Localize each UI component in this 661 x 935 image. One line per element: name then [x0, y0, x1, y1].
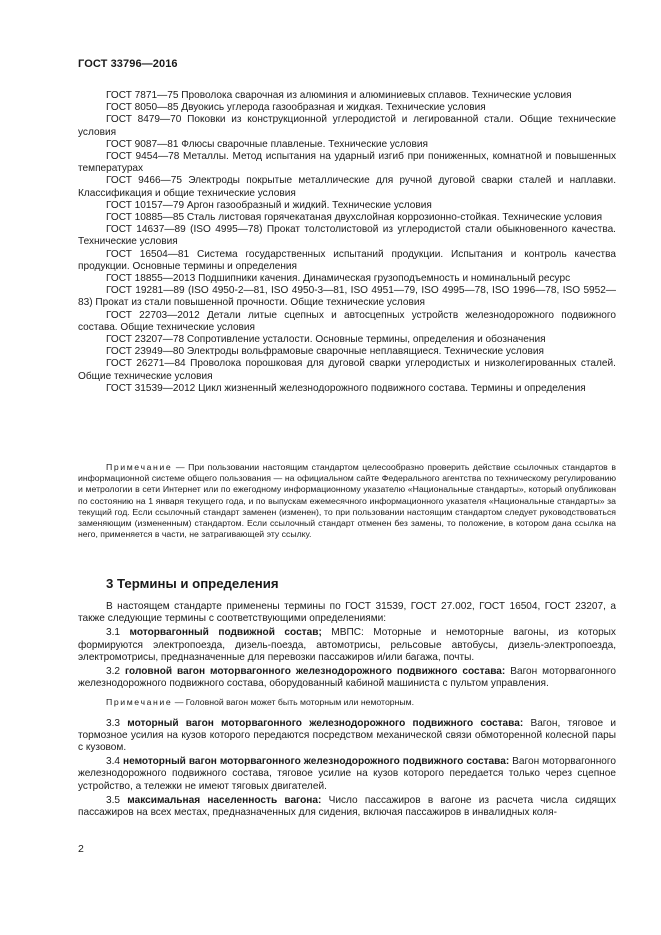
note-text: — Головной вагон может быть моторным или немоторным.: [172, 697, 415, 708]
term-definition: Число пассажиров в вагоне из расчета числа сидящих пассажиров на всех местах, предназначенных для сидения, включая пассажиров в инвалидных коля-: [78, 794, 616, 819]
reference-item: ГОСТ 8479—70 Поковки из конструкционной углеродистой и легированной стали. Общие технические условия: [78, 114, 616, 138]
note-paragraph: [78, 462, 616, 540]
references-note: [78, 462, 616, 540]
reference-item: ГОСТ 18855—2013 Подшипники качения. Динамическая грузоподъемность и номинальный ресурс: [106, 273, 571, 285]
normative-references-list: [78, 90, 616, 395]
reference-item: ГОСТ 16504—81 Система государственных испытаний продукции. Испытания и контроль качества продукции. Основные термины и определения: [78, 248, 616, 272]
reference-item: ГОСТ 26271—84 Проволока порошковая для дуговой сварки углеродистых и низколегированных сталей. Общие технические условия: [78, 358, 616, 382]
reference-item: ГОСТ 14637—89 (ISO 4995—78) Прокат толстолистовой из углеродистой стали обыкновенного качества. Технические условия: [78, 224, 616, 248]
term-number: 3.3: [106, 717, 128, 729]
reference-item: ГОСТ 8050—85 Двуокись углерода газообразная и жидкая. Технические условия: [106, 102, 486, 114]
reference-item: ГОСТ 9466—75 Электроды покрытые металлические для ручной дуговой сварки сталей и наплавки. Классификация и общие технические условия: [78, 175, 616, 199]
term-name: максимальная населенность вагона:: [127, 794, 322, 806]
term-3-2: [78, 666, 616, 690]
term-definition: Вагон моторвагонного железнодорожного подвижного состава, тяговое усилие на кузов которого передается только через сцепное устройство, а тележки не имеют тяговых двигателей.: [78, 756, 616, 792]
term-name: моторный вагон моторвагонного железнодорожного подвижного состава:: [127, 717, 524, 729]
page-number: 2: [78, 843, 84, 855]
reference-item: ГОСТ 22703—2012 Детали литые сцепных и автосцепных устройств железнодорожного подвижного состава. Общие технические условия: [78, 309, 616, 333]
reference-item: ГОСТ 10157—79 Аргон газообразный и жидкий. Технические условия: [106, 199, 432, 211]
term-number: 3.1: [106, 627, 130, 639]
reference-item: ГОСТ 9087—81 Флюсы сварочные плавленые. Технические условия: [106, 138, 428, 150]
term-note: [78, 697, 616, 708]
reference-item: ГОСТ 23207—78 Сопротивление усталости. Основные термины, определения и обозначения: [106, 334, 546, 346]
note-label: Примечание: [106, 462, 173, 472]
reference-item: ГОСТ 9454—78 Металлы. Метод испытания на ударный изгиб при пониженных, комнатной и повышенных температурах: [78, 151, 616, 175]
reference-item: ГОСТ 31539—2012 Цикл жизненный железнодорожного подвижного состава. Термины и определения: [106, 382, 586, 394]
term-name: немоторный вагон моторвагонного железнодорожного подвижного состава:: [123, 756, 510, 768]
term-definition: Вагон моторвагонного железнодорожного подвижного состава, оборудованный кабиной машиниста с пультом управления.: [78, 666, 616, 690]
term-3-5: [78, 795, 616, 819]
term-number: 3.4: [106, 756, 123, 768]
term-name: моторвагонный подвижной состав;: [129, 627, 322, 639]
reference-item: ГОСТ 7871—75 Проволока сварочная из алюминия и алюминиевых сплавов. Технические условия: [106, 90, 572, 101]
term-3-3: [78, 718, 616, 755]
term-number: 3.5: [106, 794, 128, 806]
term-name: головной вагон моторвагонного железнодорожного подвижного состава:: [124, 666, 506, 678]
term-definition: МВПС: Моторные и немоторные вагоны, из которых формируются электропоезда, дизель-поезда, автомотрисы, рельсовые автобусы, дизель-электропоезда, электромотрисы, предназначенные для перевозки пассажиров и/или багажа, почты.: [78, 627, 616, 663]
term-3-4: [78, 756, 616, 793]
note-label: Примечание: [106, 697, 173, 708]
document-header: ГОСТ 33796—2016: [78, 58, 178, 70]
term-number: 3.2: [106, 666, 125, 678]
term-3-1: [78, 627, 616, 664]
terms-intro: В настоящем стандарте применены термины по ГОСТ 31539, ГОСТ 27.002, ГОСТ 16504, ГОСТ 23207, а также следующие термины с соответствующими определениями:: [78, 601, 616, 625]
reference-item: ГОСТ 23949—80 Электроды вольфрамовые сварочные неплавящиеся. Технические условия: [106, 346, 544, 358]
section-title: 3 Термины и определения: [106, 576, 279, 591]
note-text: — При пользовании настоящим стандартом целесообразно проверить действие ссылочных стандартов в информационной системе общего пользования — на официальном сайте Федерального агентства по техническому регулированию и метрологии в сети Интернет или по ежегодному информационному указателю «Национальные стандарты», который опубликован по состоянию на 1 января текущего года, и по выпускам ежемесячного информационного указателя «Национальные стандарты» за текущий год. Если ссылочный стандарт заменен (изменен), то при пользовании настоящим стандартом следует руководствоваться заменяющим (измененным) стандартом. Если ссылочный стандарт отменен без замены, то положение, в котором дана ссылка на него, применяется в части, не затрагивающей эту ссылку.: [78, 462, 616, 540]
reference-item: ГОСТ 19281—89 (ISO 4950-2—81, ISO 4950-3—81, ISO 4951—79, ISO 4995—78, ISO 1996—78, ISO 5952—83) Прокат из стали повышенной прочности. Общие технические условия: [78, 285, 616, 309]
reference-item: ГОСТ 10885—85 Сталь листовая горячекатаная двухслойная коррозионно-стойкая. Технические условия: [106, 212, 603, 224]
term-definition: Вагон, тяговое и тормозное усилия на кузов которого передаются посредством механической связи обмоторенной колесной пары с кузовом.: [78, 717, 616, 754]
terms-section: [78, 601, 616, 821]
